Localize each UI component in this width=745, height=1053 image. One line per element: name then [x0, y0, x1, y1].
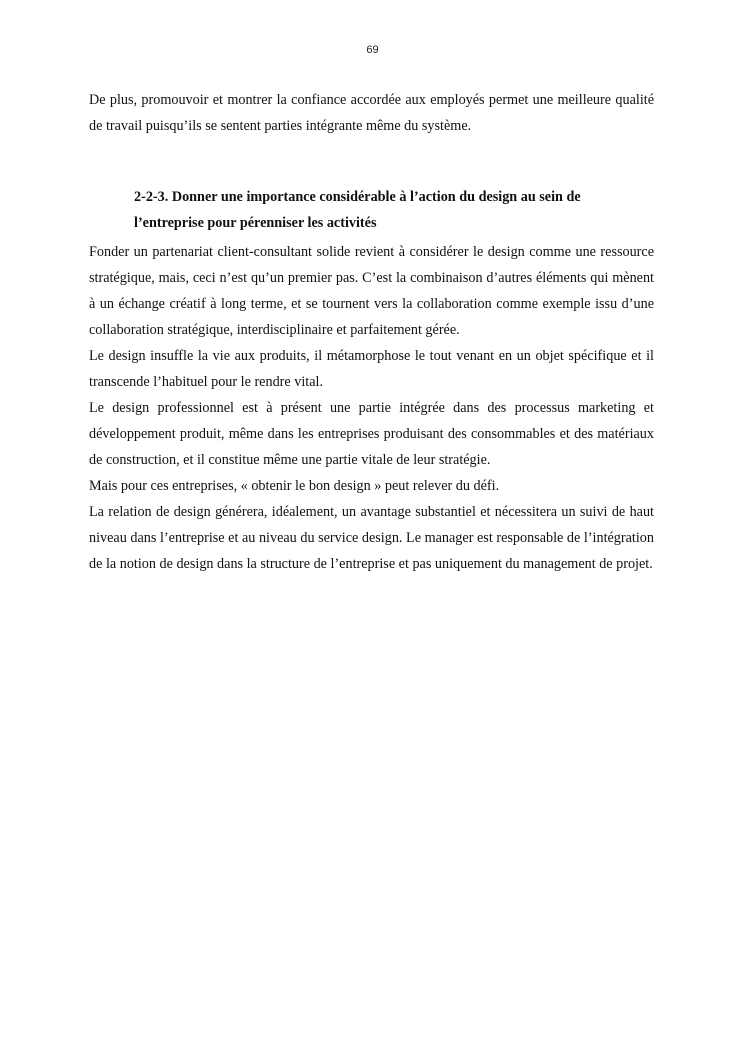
intro-paragraph: De plus, promouvoir et montrer la confiance accordée aux employés permet une meilleure qualité de travail puisqu’ils se sentent parties intégrante même du système.: [89, 92, 654, 134]
paragraph-design-life: Le design insuffle la vie aux produits, il métamorphose le tout venant en un objet spécifique et il transcende l’habituel pour le rendre vital.: [89, 348, 654, 390]
paragraph-partnership: Fonder un partenariat client-consultant solide revient à considérer le design comme une ressource stratégique, mais, ceci n’est qu’un premier pas. C’est la combinaison d’autres éléments qui mènent à un échange créatif à long terme, et se tournent vers la collaboration comme exemple issu d’une collaboration stratégique, interdisciplinaire et parfaitement gérée.: [89, 244, 654, 338]
page-number: 69: [366, 44, 379, 56]
paragraph-professional-design: Le design professionnel est à présent une partie intégrée dans des processus marketing et développement produit, même dans les entreprises produisant des consommables et des matériaux de construction, et il constitue même une partie vitale de leur stratégie.: [89, 400, 654, 468]
document-body: [89, 87, 654, 577]
paragraph-design-relationship: La relation de design générera, idéalement, un avantage substantiel et nécessitera un suivi de haut niveau dans l’entreprise et au niveau du service design. Le manager est responsable de l’intégration de la notion de design dans la structure de l’entreprise et pas uniquement du management de projet.: [89, 504, 654, 572]
paragraph-challenge: Mais pour ces entreprises, « obtenir le bon design » peut relever du défi.: [89, 478, 500, 494]
section-heading: 2-2-3. Donner une importance considérable à l’action du design au sein de l’entreprise pour pérenniser les activités: [134, 189, 581, 231]
